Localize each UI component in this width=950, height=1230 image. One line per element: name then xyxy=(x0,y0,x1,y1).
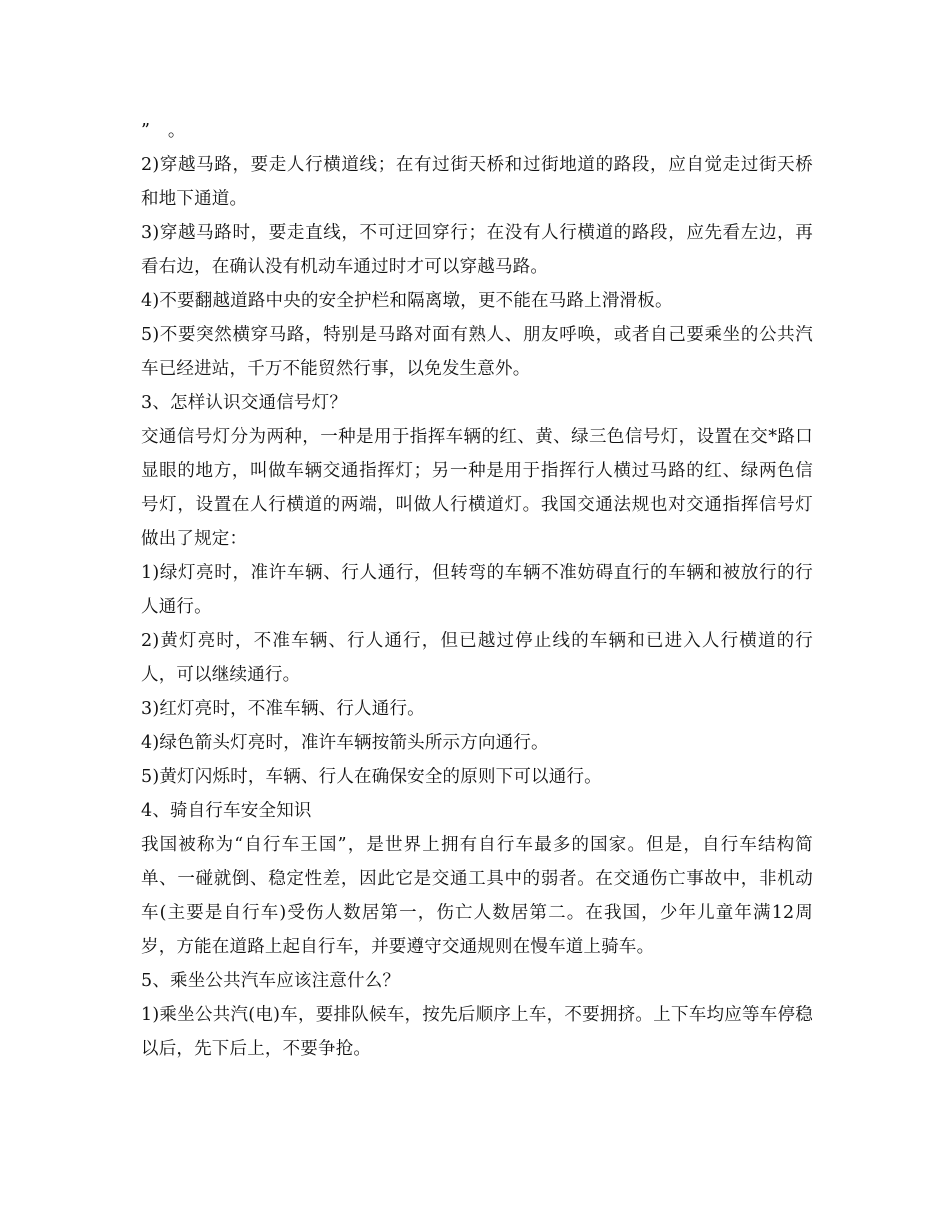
paragraph-closing-quote: ” 。 xyxy=(141,121,186,141)
paragraph-crossing-rule-3: 3)穿越马路时，要走直线，不可迂回穿行；在没有人行横道的路段，应先看左边，再看右边，在确认没有机动车通过时才可以穿越马路。 xyxy=(141,223,813,277)
paragraph-crossing-rule-5: 5)不要突然横穿马路，特别是马路对面有熟人、朋友呼唤，或者自己要乘坐的公共汽车已经进站，千万不能贸然行事，以免发生意外。 xyxy=(141,325,813,379)
paragraph-crossing-rule-4: 4)不要翻越道路中央的安全护栏和隔离墩，更不能在马路上滑滑板。 xyxy=(141,291,673,311)
paragraph-light-rule-5: 5)黄灯闪烁时，车辆、行人在确保安全的原则下可以通行。 xyxy=(141,767,602,787)
paragraph-light-rule-2: 2)黄灯亮时，不准车辆、行人通行，但已越过停止线的车辆和已进入人行横道的行人，可以继续通行。 xyxy=(141,631,813,685)
paragraph-bus-rule-1: 1)乘坐公共汽(电)车，要排队候车，按先后顺序上车，不要拥挤。上下车均应等车停稳以后，先下后上，不要争抢。 xyxy=(141,1005,813,1059)
section-heading-bus-riding: 5、乘坐公共汽车应该注意什么？ xyxy=(141,971,401,991)
paragraph-traffic-lights-intro: 交通信号灯分为两种，一种是用于指挥车辆的红、黄、绿三色信号灯，设置在交*路口显眼的地方，叫做车辆交通指挥灯；另一种是用于指挥行人横过马路的红、绿两色信号灯，设置在人行横道的两端，叫做人行横道灯。我国交通法规也对交通指挥信号灯做出了规定： xyxy=(141,427,813,549)
paragraph-light-rule-4: 4)绿色箭头灯亮时，准许车辆按箭头所示方向通行。 xyxy=(141,733,549,753)
section-heading-traffic-lights: 3、怎样认识交通信号灯？ xyxy=(141,393,348,413)
paragraph-light-rule-3: 3)红灯亮时，不准车辆、行人通行。 xyxy=(141,699,425,719)
paragraph-bicycle-safety: 我国被称为“自行车王国”，是世界上拥有自行车最多的国家。但是，自行车结构简单、一碰就倒、稳定性差，因此它是交通工具中的弱者。在交通伤亡事故中，非机动车(主要是自行车)受伤人数居第一，伤亡人数居第二。在我国，少年儿童年满12周岁，方能在道路上起自行车，并要遵守交通规则在慢车道上骑车。 xyxy=(141,835,813,957)
paragraph-light-rule-1: 1)绿灯亮时，准许车辆、行人通行，但转弯的车辆不准妨碍直行的车辆和被放行的行人通行。 xyxy=(141,563,813,617)
paragraph-crossing-rule-2: 2)穿越马路，要走人行横道线；在有过街天桥和过街地道的路段，应自觉走过街天桥和地下通道。 xyxy=(141,155,813,209)
section-heading-bicycle-safety: 4、骑自行车安全知识 xyxy=(141,801,312,821)
document-body xyxy=(141,114,813,1066)
